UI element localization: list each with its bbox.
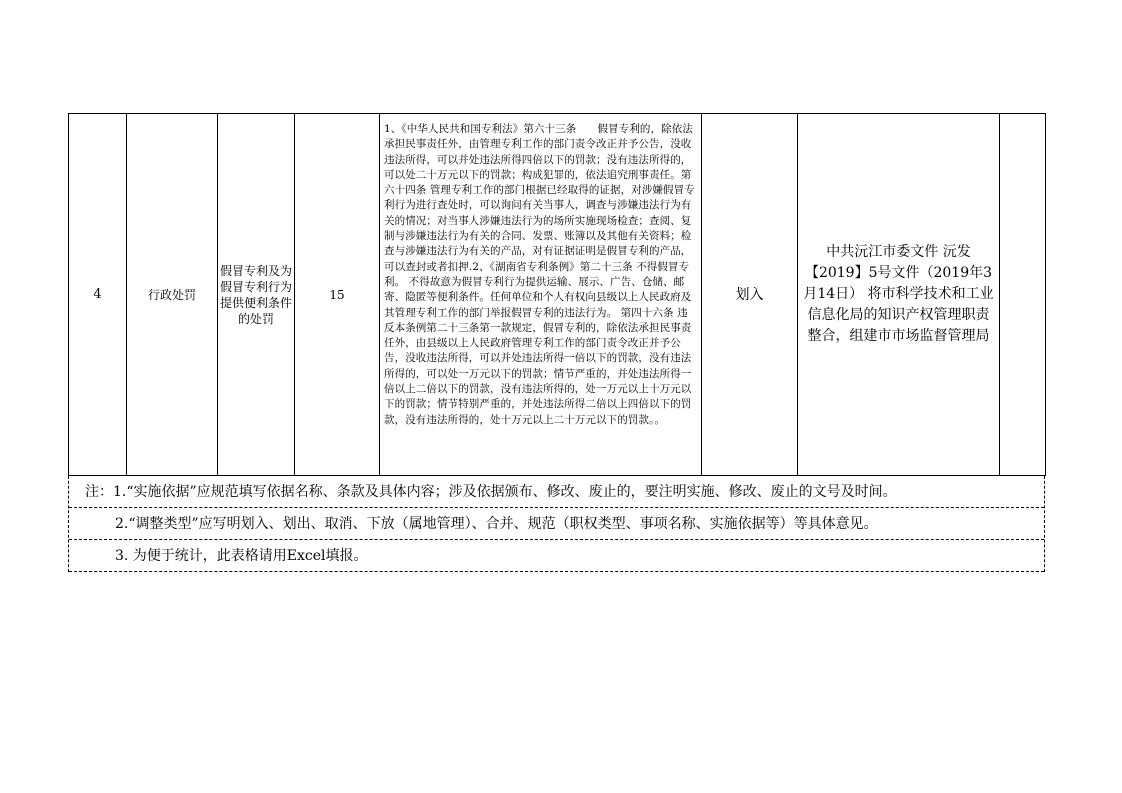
last-column-cell: [1000, 114, 1046, 476]
item-name-cell: 假冒专利及为假冒专利行为提供便利条件的处罚: [218, 114, 295, 476]
power-list-sheet: [68, 113, 1045, 572]
row-index-cell: 4: [69, 114, 127, 476]
remark-cell: 中共沅江市委文件 沅发【2019】5号文件（2019年3月14日） 将市科学技术和工业信息化局的知识产权管理职责整合，组建市市场监督管理局: [798, 114, 1000, 476]
notes-section: [68, 476, 1045, 572]
power-category-cell: 行政处罚: [127, 114, 218, 476]
table-row: [69, 114, 1046, 476]
power-item-table: [68, 113, 1046, 476]
adjust-type-cell: 划入: [702, 114, 798, 476]
note-line-2: 2.“调整类型”应写明划入、划出、取消、下放（属地管理）、合并、规范（职权类型、事项名称、实施依据等）等具体意见。: [69, 508, 1044, 540]
note-line-3: 3. 为便于统计，此表格请用Excel填报。: [69, 540, 1044, 572]
item-count-cell: 15: [295, 114, 380, 476]
legal-basis-cell: 1、《中华人民共和国专利法》第六十三条 假冒专利的，除依法承担民事责任外，由管理专利工作的部门责令改正并予公告，没收违法所得，可以并处违法所得四倍以下的罚款；没有违法所得的，可以处二十万元以下的罚款；构成犯罪的，依法追究刑事责任。第六十四条 管理专利工作的部门根据已经取得的证据，对涉嫌假冒专利行为进行查处时，可以询问有关当事人，调查与涉嫌违法行为有关的情况；对当事人涉嫌违法行为的场所实施现场检查；查阅、复制与涉嫌违法行为有关的合同、发票、账簿以及其他有关资料；检查与涉嫌违法行为有关的产品，对有证据证明是假冒专利的产品，可以查封或者扣押.2、《湖南省专利条例》第二十三条 不得假冒专利。 不得故意为假冒专利行为提供运输、展示、广告、仓储、邮寄、隐匿等便利条件。任何单位和个人有权向县级以上人民政府及其管理专利工作的部门举报假冒专利的违法行为。 第四十六条 违反本条例第二十三条第一款规定，假冒专利的，除依法承担民事责任外，由县级以上人民政府管理专利工作的部门责令改正并予公告，没收违法所得，可以并处违法所得一倍以下的罚款，没有违法所得的，可以处一万元以下的罚款；情节严重的，并处违法所得一倍以上二倍以下的罚款，没有违法所得的，处一万元以上十万元以下的罚款；情节特别严重的，并处违法所得二倍以上四倍以下的罚款，没有违法所得的，处十万元以上二十万元以下的罚款。。: [380, 114, 702, 476]
note-line-1: 注：1.“实施依据”应规范填写依据名称、条款及具体内容；涉及依据颁布、修改、废止的，要注明实施、修改、废止的文号及时间。: [69, 476, 1044, 508]
